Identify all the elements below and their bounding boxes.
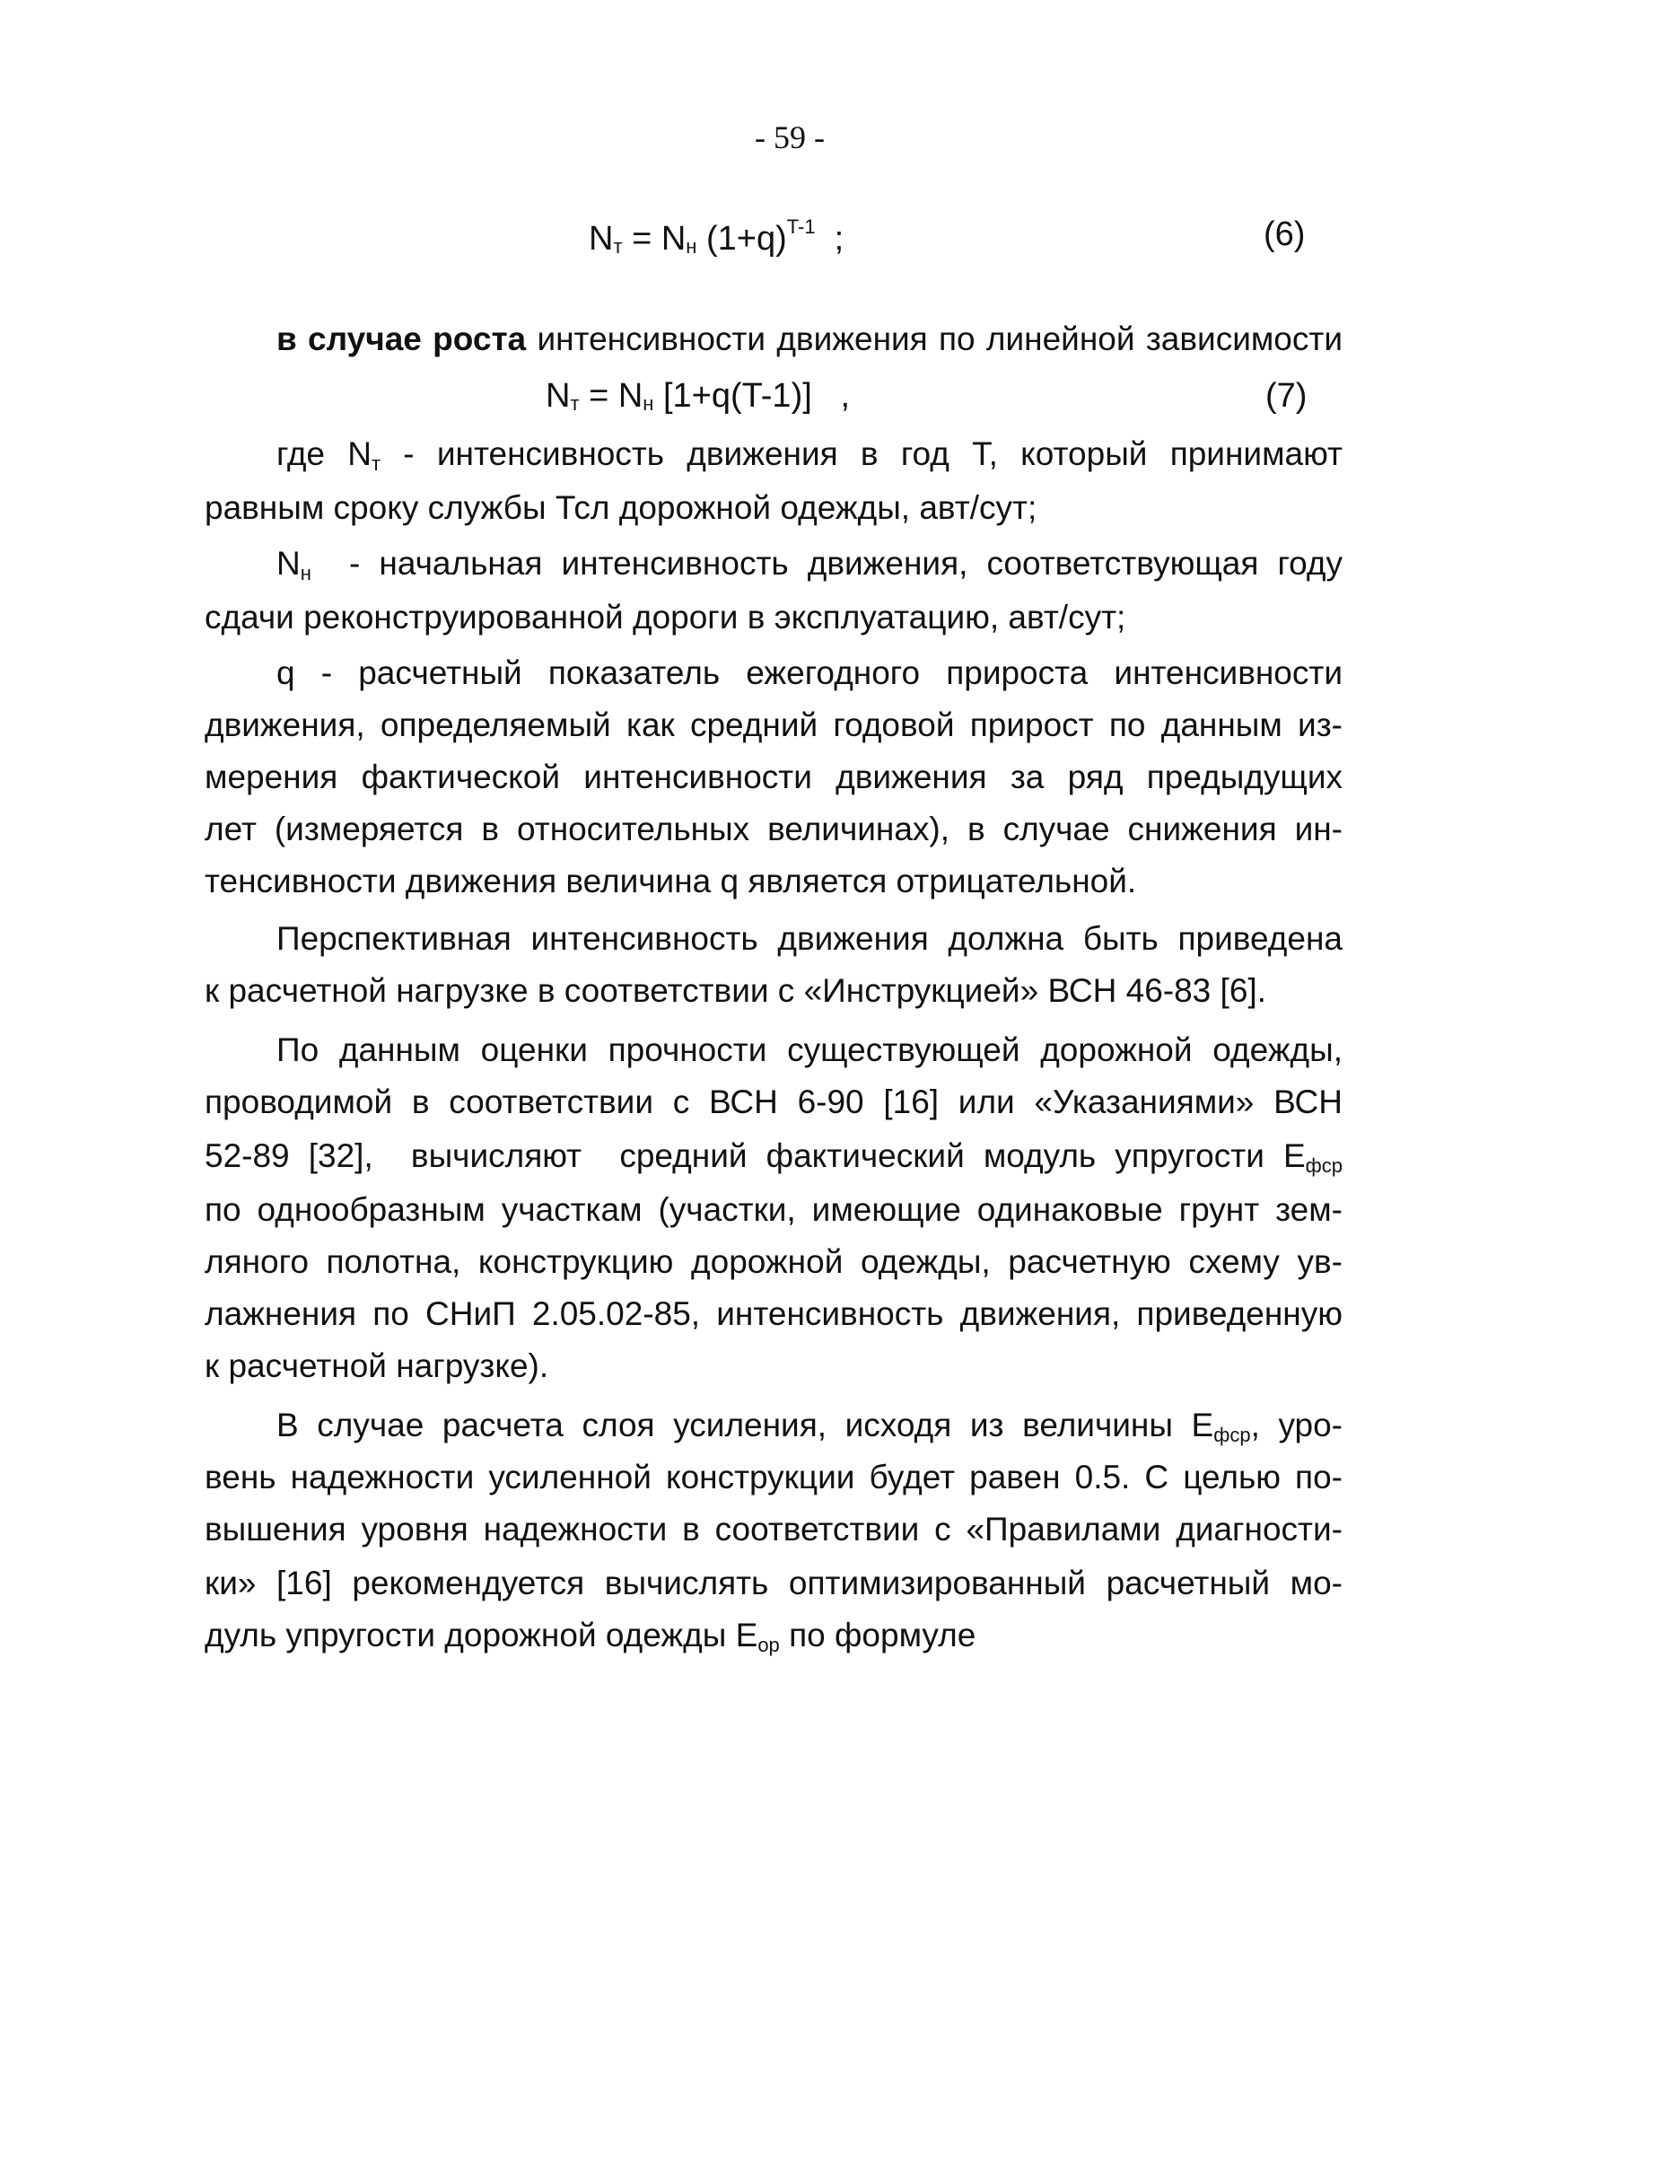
paragraph-ocenki-line-1: По данным оценки прочности существующей дорожной одежды, — [276, 1031, 1343, 1068]
paragraph-nn-line-1: $N_н$ - начальная интенсивность движения, соответствующая году — [276, 545, 1343, 584]
paragraph-q-line-3: мерения фактической интенсивности движения за ряд предыдущих — [205, 759, 1343, 795]
paragraph-ocenki-line-4: по однообразным участкам (участки, имеющие одинаковые грунт зем- — [205, 1191, 1343, 1228]
formula-7-lhs-sub: т — [570, 392, 580, 415]
formula-6-lhs: N — [589, 220, 614, 258]
paragraph-q-line-4: лет (измеряется в относительных величинах), в случае снижения ин- — [205, 811, 1343, 847]
formula-7 — [546, 377, 850, 416]
formula-6 — [589, 215, 844, 259]
formula-6-lhs-sub: т — [613, 235, 623, 258]
paragraph-q-line-2: движения, определяемый как средний годовой прирост по данным из- — [205, 706, 1343, 743]
paragraph-sluchae-line-3: вышения уровня надежности в соответствии с «Правилами диагности- — [205, 1511, 1343, 1548]
formula-6-tail: ; — [815, 220, 844, 258]
paragraph-ocenki-line-5: ляного полотна, конструкцию дорожной одежды, расчетную схему ув- — [205, 1243, 1343, 1280]
paragraph-ocenki-line-7: к расчетной нагрузке). — [205, 1347, 549, 1384]
paragraph-persp-line-2: к расчетной нагрузке в соответствии с «Инструкцией» ВСН 46-83 [6]. — [205, 972, 1266, 1009]
formula-7-eq: = N — [579, 377, 643, 415]
paragraph-sluchae-line-4: ки» [16] рекомендуется вычислять оптимизированный расчетный мо- — [205, 1565, 1343, 1601]
paragraph-q-line-5: тенсивности движения величина q является отрицательной. — [205, 863, 1137, 899]
paragraph-persp-line-1: Перспективная интенсивность движения должна быть приведена — [276, 920, 1343, 957]
formula-6-rhs-sub: н — [686, 235, 697, 258]
formula-7-body: [1+q(T-1)] , — [653, 377, 851, 415]
equation-number-7: (7) — [1265, 377, 1308, 415]
paragraph-gde-line-1: где $N_т$ - интенсивность движения в год Т, который принимают — [276, 435, 1343, 475]
paragraph-ocenki-line-3: 52-89 [32], вычисляют средний фактический модуль упругости $E_{фср}$ — [205, 1137, 1343, 1177]
paragraph-nn-line-2: сдачи реконструированной дороги в эксплуатацию, авт/сут; — [205, 599, 1126, 636]
intro-rest: интенсивности движения по линейной зависимости — [526, 320, 1343, 357]
paragraph-gde-line-2: равным сроку службы Тсл дорожной одежды, авт/сут; — [205, 489, 1037, 526]
page-number: - 59 - — [755, 119, 825, 155]
formula-6-base: (1+q) — [696, 220, 787, 258]
formula-6-exp: T-1 — [786, 215, 816, 238]
paragraph-sluchae-line-5: дуль упругости дорожной одежды $E_{ор}$ по формуле — [205, 1617, 976, 1656]
paragraph-ocenki-line-6: лажнения по СНиП 2.05.02-85, интенсивность движения, приведенную — [205, 1295, 1343, 1332]
formula-7-rhs-sub: н — [643, 392, 654, 415]
intro-bold: в случае роста — [276, 320, 527, 357]
equation-number-6: (6) — [1264, 215, 1306, 253]
paragraph-q-line-1: q - расчетный показатель ежегодного прироста интенсивности — [276, 654, 1343, 691]
formula-6-eq: = N — [622, 220, 687, 258]
paragraph-sluchae-line-2: вень надежности усиленной конструкции будет равен 0.5. С целью по- — [205, 1459, 1343, 1495]
paragraph-ocenki-line-2: проводимой в соответствии с ВСН 6-90 [16] или «Указаниями» ВСН — [205, 1083, 1343, 1120]
intro-line — [276, 320, 1343, 359]
formula-7-lhs: N — [546, 377, 571, 415]
paragraph-sluchae-line-1: В случае расчета слоя усиления, исходя из величины $E_{фср}$, уро- — [276, 1407, 1343, 1446]
